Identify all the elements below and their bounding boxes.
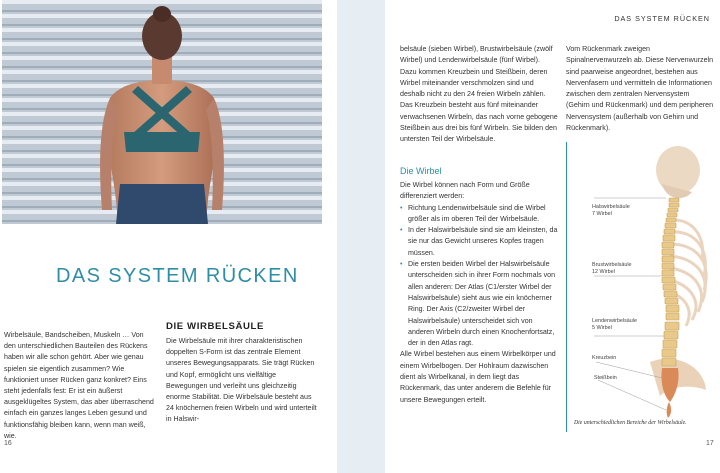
label-thoracic-count: 12 Wirbel — [592, 268, 615, 275]
intro-paragraph: Wirbelsäule, Bandscheiben, Muskeln … Von den unterschiedlichen Bauteilen des Rückens haben wir alle schon gehört. Aber wie genau spielen sie eigentlich zusammen? Wie funktioniert unser Rücken ganz konkret? Eins steht jedenfalls fest: Er ist ein äußerst ausgeklügeltes System, das aber überraschend einfach ein ganzes langes Leben gesund und funktionsfähig bleiben kann, wenn man weiß, wie. — [4, 331, 154, 440]
section-paragraph: Die Wirbelsäule mit ihrer charakteristischen doppelten S-Form ist das zentrale Element unseres Bewegungsapparats. Sie trägt Rücken und Kopf, ermöglicht uns vielfältige Bewegungen und verleiht uns gleichzeitig enorme Stabilität. Die Wirbelsäule besteht aus 24 knöchernen freien Wirbeln und wird unterteilt in Halswir- — [166, 337, 317, 424]
label-sacrum: Kreuzbein — [592, 355, 617, 361]
left-page — [0, 0, 337, 473]
list-item: • In der Halswirbelsäule sind sie am kleinsten, da sie nur das Gewicht unseres Kopfes tragen müssen. — [400, 225, 558, 259]
subheading-wirbel: Die Wirbel — [400, 166, 442, 176]
label-thoracic — [592, 262, 632, 275]
label-lumbar-count: 5 Wirbel — [592, 324, 612, 331]
label-lumbar-name: Lendenwirbelsäule — [592, 318, 637, 324]
right-column-a-body — [400, 180, 558, 406]
right-column-a-top: belsäule (sieben Wirbel), Brustwirbelsäule (zwölf Wirbel) und Lendenwirbelsäule (fünf Wirbel). Dazu kommen Kreuzbein und Steißbein, deren Wirbel miteinander verschmolzen sind und deshalb nicht zu den 24 freien Wirbeln zählen. Das Kreuzbein besteht aus fünf miteinander verwachsenen Wirbeln, das nach vorne gebogene Steißbein aus drei bis fünf Wirbeln. Sie bilden den untersten Teil der Wirbelsäule. — [400, 45, 558, 144]
label-cervical-count: 7 Wirbel — [592, 210, 612, 217]
page-number-right: 17 — [706, 440, 714, 447]
label-thoracic-name: Brustwirbelsäule — [592, 262, 632, 268]
page-number-left: 16 — [4, 440, 12, 447]
list-item: • Die ersten beiden Wirbel der Halswirbelsäule unterscheiden sich in ihrer Form nochmals von allen anderen: Der Atlas (C1/erster Wirbel der Halswirbelsäule) sieht aus wie ein knöcherner Ring. Der Axis (C2/zweiter Wirbel der Halswirbelsäule) unterscheidet sich von anderen Wirbeln durch einen Knochenfortsatz, der in den Atlas ragt. — [400, 259, 558, 349]
bullet-list — [400, 203, 558, 350]
label-cervical-name: Halswirbelsäule — [592, 204, 630, 210]
figure-caption: Die unterschiedlichen Bereiche der Wirbelsäule. — [574, 420, 687, 426]
section-heading: DIE WIRBELSÄULE — [166, 321, 265, 332]
list-item: • Richtung Lendenwirbelsäule sind die Wirbel größer als im oberen Teil der Wirbelsäule. — [400, 203, 558, 226]
back-photo — [2, 0, 322, 224]
closing-paragraph: Alle Wirbel bestehen aus einem Wirbelkörper und einem Wirbelbogen. Der Hohlraum dazwischen dient als Wirbelkanal, in dem liegt das Rückenmark, das unter anderem die Befehle für unsere Bewegungen erteilt. — [400, 350, 556, 404]
spine-figure — [566, 140, 716, 430]
bullets-intro: Die Wirbel können nach Form und Größe differenziert werden: — [400, 181, 530, 201]
running-head: DAS SYSTEM RÜCKEN — [614, 14, 710, 23]
label-cervical — [592, 204, 630, 217]
label-lumbar — [592, 318, 637, 331]
spine-illustration — [566, 140, 716, 430]
page-gutter — [337, 0, 385, 473]
page-title: DAS SYSTEM RÜCKEN — [56, 265, 299, 287]
right-column-b: Vom Rückenmark zweigen Spinalnervenwurzeln ab. Diese Nervenwurzeln sind paarweise angeordnet, bestehen aus Nervenfasern und vermitteln die Informationen zwischen dem zentralen Nervensystem (Gehirn und Rückenmark) und dem peripheren Nervensystem (außerhalb von Gehirn und Rückenmark). — [566, 45, 714, 133]
label-coccyx: Steißbein — [594, 375, 617, 381]
